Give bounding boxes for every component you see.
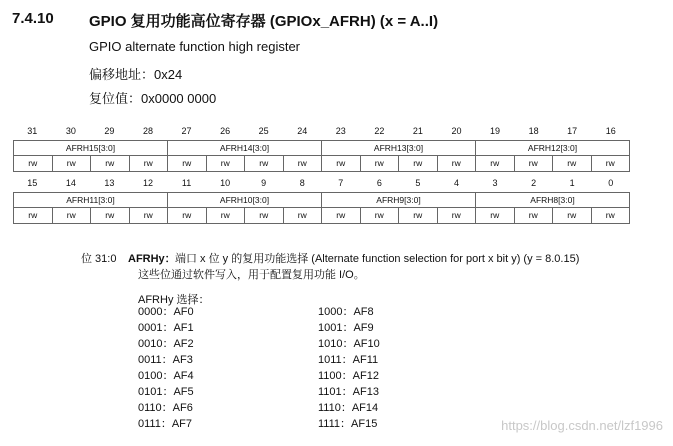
bit-number: 2 (531, 178, 537, 188)
af-option: 1110：AF14 (318, 402, 379, 414)
bit-number: 4 (453, 178, 459, 188)
access-type: rw (167, 208, 206, 223)
access-type: rw (52, 156, 91, 171)
access-type: rw (244, 208, 283, 223)
bit-number: 16 (605, 126, 616, 136)
access-type: rw (90, 208, 129, 223)
bit-number: 1 (569, 178, 575, 188)
access-type: rw (398, 208, 437, 223)
bit-number: 5 (415, 178, 421, 188)
bit-number: 9 (261, 178, 267, 188)
af-option: 1001：AF9 (318, 322, 374, 334)
bit-number: 20 (451, 126, 462, 136)
bit-number: 8 (299, 178, 305, 188)
af-option: 0111：AF7 (138, 418, 193, 430)
access-type: rw (552, 208, 591, 223)
access-type: rw (206, 208, 245, 223)
section-title: GPIO 复用功能高位寄存器 (GPIOx_AFRH) (x = A..I) (89, 13, 439, 30)
af-option: 1011：AF11 (318, 354, 379, 366)
bit-numbers-lower (13, 176, 630, 190)
access-type: rw (591, 208, 630, 223)
af-option: 0001：AF1 (138, 322, 194, 334)
af-option: 1101：AF13 (318, 386, 379, 398)
watermark: https://blog.csdn.net/lzf1996 (501, 418, 663, 433)
register-subtitle: GPIO alternate function high register (89, 39, 301, 54)
access-type: rw (475, 208, 514, 223)
access-type: rw (437, 156, 476, 171)
fields-upper (13, 140, 630, 156)
bit-number: 13 (104, 178, 115, 188)
af-option: 0110：AF6 (138, 402, 193, 414)
access-type: rw (90, 156, 129, 171)
bit-number: 29 (104, 126, 115, 136)
af-option: 0010：AF2 (138, 338, 194, 350)
access-type: rw (398, 156, 437, 171)
bit-number: 19 (490, 126, 501, 136)
field-description-line2: 这些位通过软件写入，用于配置复用功能 I/O。 (138, 269, 365, 281)
access-type: rw (321, 208, 360, 223)
bit-number: 22 (374, 126, 385, 136)
access-type: rw (167, 156, 206, 171)
access-type: rw (360, 156, 399, 171)
bit-number: 24 (297, 126, 308, 136)
bit-number: 10 (220, 178, 231, 188)
af-option: 0011：AF3 (138, 354, 193, 366)
register-field: AFRH15[3:0] (65, 143, 116, 153)
access-type: rw (283, 156, 322, 171)
af-option: 1100：AF12 (318, 370, 379, 382)
access-type: rw (360, 208, 399, 223)
access-type: rw (475, 156, 514, 171)
register-field: AFRH9[3:0] (321, 193, 475, 207)
bit-number: 23 (335, 126, 346, 136)
register-field: AFRH13[3:0] (321, 141, 475, 155)
register-field: AFRH10[3:0] (167, 193, 321, 207)
bit-number: 28 (142, 126, 153, 136)
af-option: 0100：AF4 (138, 370, 194, 382)
access-type: rw (206, 156, 245, 171)
bit-number: 15 (27, 178, 38, 188)
bit-number: 25 (258, 126, 269, 136)
bit-number: 26 (220, 126, 231, 136)
reset-value: 复位值：0x0000 0000 (89, 91, 217, 106)
access-type: rw (28, 158, 38, 168)
bit-number: 12 (142, 178, 153, 188)
access-type: rw (283, 208, 322, 223)
register-field: AFRH12[3:0] (475, 141, 629, 155)
bit-number: 31 (27, 126, 38, 136)
access-type: rw (591, 156, 630, 171)
access-type: rw (52, 208, 91, 223)
fields-lower (13, 192, 630, 208)
access-type: rw (244, 156, 283, 171)
bit-number: 27 (181, 126, 192, 136)
bit-number: 11 (181, 178, 192, 188)
bit-number: 7 (338, 178, 344, 188)
section-number: 7.4.10 (12, 10, 54, 27)
bit-numbers-upper (13, 124, 630, 138)
register-field: AFRH14[3:0] (167, 141, 321, 155)
bit-number: 6 (376, 178, 382, 188)
bit-number: 21 (412, 126, 423, 136)
bit-range: 位 31:0 (81, 253, 117, 265)
access-type: rw (437, 208, 476, 223)
access-lower (13, 208, 630, 224)
offset-address: 偏移地址：0x24 (89, 67, 183, 82)
bit-number: 18 (528, 126, 539, 136)
bit-number: 30 (65, 126, 76, 136)
af-option: 0101：AF5 (138, 386, 194, 398)
access-type: rw (129, 156, 168, 171)
bit-number: 3 (492, 178, 498, 188)
bit-number: 17 (567, 126, 578, 136)
register-field: AFRH8[3:0] (475, 193, 629, 207)
field-name: AFRHy： (128, 253, 176, 265)
bit-number: 14 (65, 178, 76, 188)
access-type: rw (129, 208, 168, 223)
af-option: 1000：AF8 (318, 306, 374, 318)
selection-label: AFRHy 选择： (138, 294, 210, 306)
af-option: 1010：AF10 (318, 338, 380, 350)
af-option: 0000：AF0 (138, 306, 194, 318)
bit-number: 0 (608, 178, 614, 188)
field-description: 端口 x 位 y 的复用功能选择 (Alternate function selection for port x bit y) (y = 8.0.15) (175, 253, 580, 265)
af-option: 1111：AF15 (318, 418, 378, 430)
access-type: rw (28, 210, 38, 220)
access-type: rw (514, 208, 553, 223)
access-type: rw (552, 156, 591, 171)
access-type: rw (321, 156, 360, 171)
access-type: rw (514, 156, 553, 171)
register-field: AFRH11[3:0] (66, 195, 115, 205)
access-upper (13, 156, 630, 172)
